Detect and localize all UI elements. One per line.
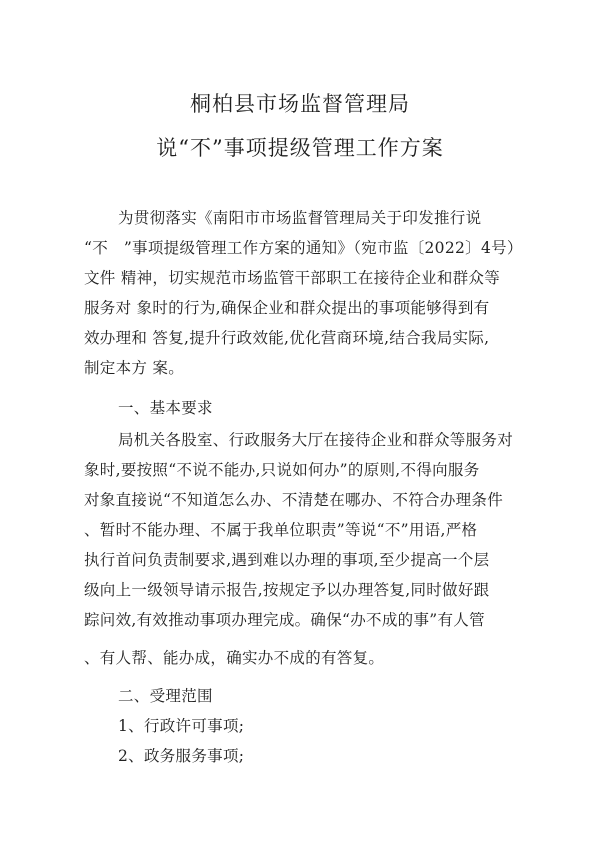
intro-line: 服务对 象时的行为,确保企业和群众提出的事项能够得到有	[84, 299, 490, 317]
section1-line: 象时,要按照“不说不能办,只说如何办”的原则,不得向服务	[84, 461, 480, 479]
intro-line: 为贯彻落实《南阳市市场监督管理局关于印发推行说	[118, 209, 482, 227]
section-heading-scope: 二、受理范围	[118, 687, 213, 705]
section1-line: 级向上一级领导请示报告,按规定予以办理答复,同时做好跟	[84, 581, 490, 599]
section1-line: 执行首问负责制要求,遇到难以办理的事项,至少提高一个层	[84, 551, 490, 569]
intro-line: 效办理和 答复,提升行政效能,优化营商环境,结合我局实际,	[84, 329, 490, 347]
scope-item: 2、政务服务事项;	[118, 747, 245, 765]
section1-line: 、暂时不能办理、不属于我单位职责”等说“不”用语,严格	[84, 521, 478, 539]
section1-line: 对象直接说“不知道怎么办、不清楚在哪办、不符合办理条件	[84, 491, 504, 509]
intro-line: “不 ”事项提级管理工作方案的通知》（宛市监〔2022〕4号）	[84, 239, 523, 257]
scope-item: 1、行政许可事项;	[118, 717, 245, 735]
section1-line: 踪问效,有效推动事项办理完成。确保“办不成的事”有人管	[84, 611, 485, 629]
section1-line: 、有人帮、能办成，确实办不成的有答复。	[84, 649, 385, 667]
document-title-subject: 说“不”事项提级管理工作方案	[156, 136, 444, 160]
section-heading-basic-requirements: 一、基本要求	[118, 399, 213, 417]
intro-line: 文件 精神，切实规范市场监管干部职工在接待企业和群众等	[84, 269, 501, 287]
section1-line: 局机关各股室、行政服务大厅在接待企业和群众等服务对	[118, 431, 514, 449]
document-title-org: 桐柏县市场监督管理局	[190, 92, 410, 116]
intro-line: 制定本方 案。	[84, 359, 185, 377]
